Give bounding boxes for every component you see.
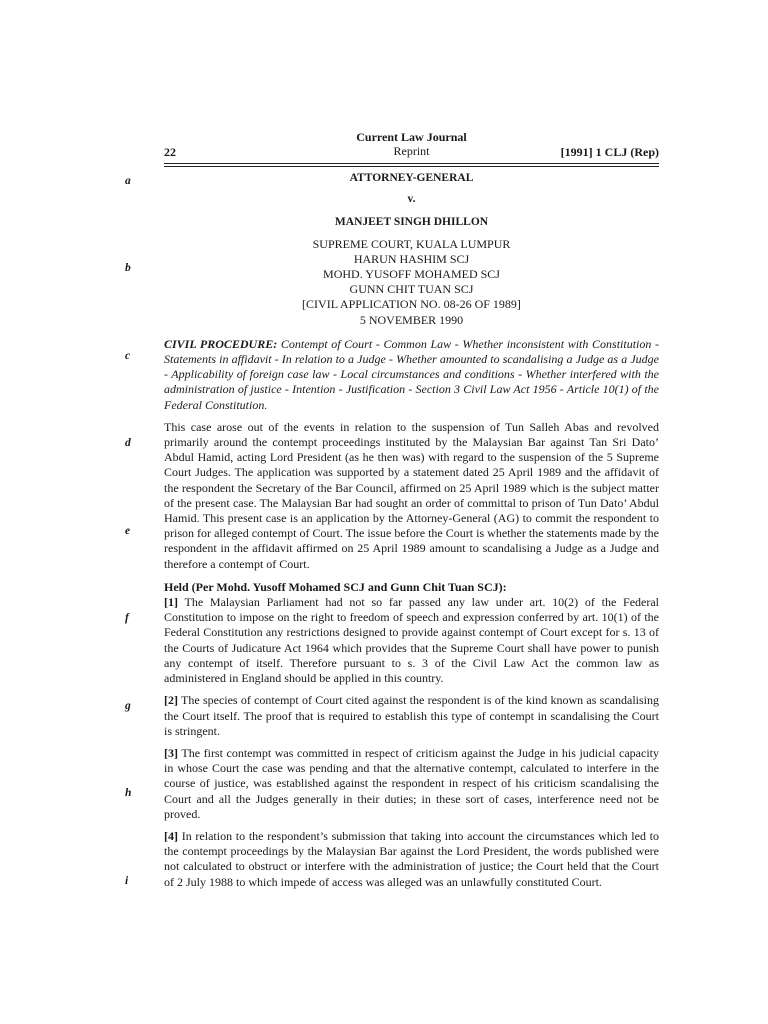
- running-header: [164, 130, 659, 164]
- journal-title: Current Law Journal: [356, 130, 467, 144]
- catchwords-heading: CIVIL PROCEDURE:: [164, 336, 278, 351]
- party-one: ATTORNEY-GENERAL: [349, 172, 474, 184]
- margin-letter: f: [125, 612, 129, 624]
- court-line: SUPREME COURT, KUALA LUMPUR: [312, 236, 511, 251]
- margin-letter: h: [125, 787, 132, 799]
- journal-subtitle: Reprint: [393, 144, 430, 158]
- catchwords: [164, 337, 659, 413]
- margin-letter: i: [125, 875, 129, 887]
- citation: [1991] 1 CLJ (Rep): [560, 145, 659, 159]
- header-rule: [164, 166, 659, 167]
- point-text: In relation to the respondent’s submission that taking into account the circumstances which led to the contempt proceedings by the Malaysian Bar against the Lord President, the words published were not calculated to obstruct or interfere with the administration of justice; the Court held that the Court of 2 July 1988 to which impede of access was alleged was an unlawfully constituted Court.: [164, 828, 659, 889]
- versus: v.: [407, 193, 416, 206]
- page-body: [164, 171, 659, 890]
- page-number: 22: [164, 145, 176, 159]
- point-text: The Malaysian Parliament had not so far passed any law under art. 10(2) of the Federal Constitution to impose on the right to freedom of speech and expression conferred by art. 10(1) of the Federal Constitution any restrictions designed to provide against contempt of Court except for s. 13 of the Courts of Judicature Act 1964 which provides that the Supreme Court shall have power to punish any contempt of itself. Therefore pursuant to s. 3 of the Civil Law Act the common law as administered in England should be applied in this country.: [164, 595, 659, 686]
- held-point: [164, 829, 659, 890]
- case-summary: This case arose out of the events in relation to the suspension of Tun Salleh Abas and revolved primarily around the contempt proceedings instituted by the Malaysian Bar against Tan Sri Dato’ Abdul Hamid, acting Lord President (as he then was) with regard to the suspension of the 5 Supreme Court Judges. The application was supported by a statement dated 25 April 1989 and the affidavit of the respondent the Secretary of the Bar Council, affirmed on 25 April 1989 which is the subject matter of the present case. The Malaysian Bar had sought an order of committal to prison of Tun Dato’ Abdul Hamid. This present case is an application by the Attorney-General (AG) to commit the respondent to prison for alleged contempt of Court. The issue before the Court is whether the statements made by the respondent in the affidavit affirmed on 25 April 1989 amount to scandalising a Judge as a Judge and therefore a contempt of Court.: [164, 419, 659, 571]
- point-text: The species of contempt of Court cited against the respondent is of the kind known as scandalising the Court itself. The proof that is required to establish this type of contempt in scandalising the Court is stringent.: [164, 693, 659, 738]
- margin-letter: a: [125, 175, 131, 187]
- held-title: Held (Per Mohd. Yusoff Mohamed SCJ and Gunn Chit Tuan SCJ):: [164, 579, 507, 594]
- court-line: MOHD. YUSOFF MOHAMED SCJ: [323, 267, 500, 282]
- point-number: [4]: [164, 828, 178, 843]
- held-point: [164, 595, 659, 686]
- margin-letter: e: [125, 525, 131, 537]
- point-text: The first contempt was committed in respect of criticism against the Judge in his judicial capacity in whose Court the case was pending and that the alternative contempt, calculated to interfere in the course of justice, was established against the respondent in respect of his criticism scandalising the Court and all the Judges generally in their duties; in these sort of cases, interference need not be proved.: [164, 745, 659, 821]
- party-two: MANJEET SINGH DHILLON: [334, 216, 489, 229]
- catchwords-text: Contempt of Court - Common Law - Whether inconsistent with Constitution - Statements in affidavit - In relation to a Judge - Whether amounted to scandalising a Judge as a Judge - Applicability of foreign case law - Local circumstances and conditions - Whether interfered with the administration of justice - Intention - Justification - Section 3 Civil Law Act 1956 - Article 10(1) of the Federal Constitution.: [164, 336, 660, 412]
- point-number: [2]: [164, 693, 178, 708]
- margin-letter: d: [125, 437, 131, 449]
- point-number: [1]: [164, 595, 178, 610]
- held-point: [164, 693, 659, 739]
- margin-letter: c: [125, 350, 131, 362]
- court-line: HARUN HASHIM SCJ: [353, 251, 470, 266]
- court-line: GUNN CHIT TUAN SCJ: [349, 282, 474, 297]
- margin-letter: b: [125, 262, 131, 274]
- header-rule: [164, 163, 659, 164]
- margin-letter: g: [125, 700, 131, 712]
- court-line: 5 NOVEMBER 1990: [359, 312, 464, 327]
- held-point: [164, 746, 659, 822]
- point-number: [3]: [164, 745, 178, 760]
- court-details: [164, 237, 659, 328]
- court-line: [CIVIL APPLICATION NO. 08-26 OF 1989]: [302, 297, 521, 312]
